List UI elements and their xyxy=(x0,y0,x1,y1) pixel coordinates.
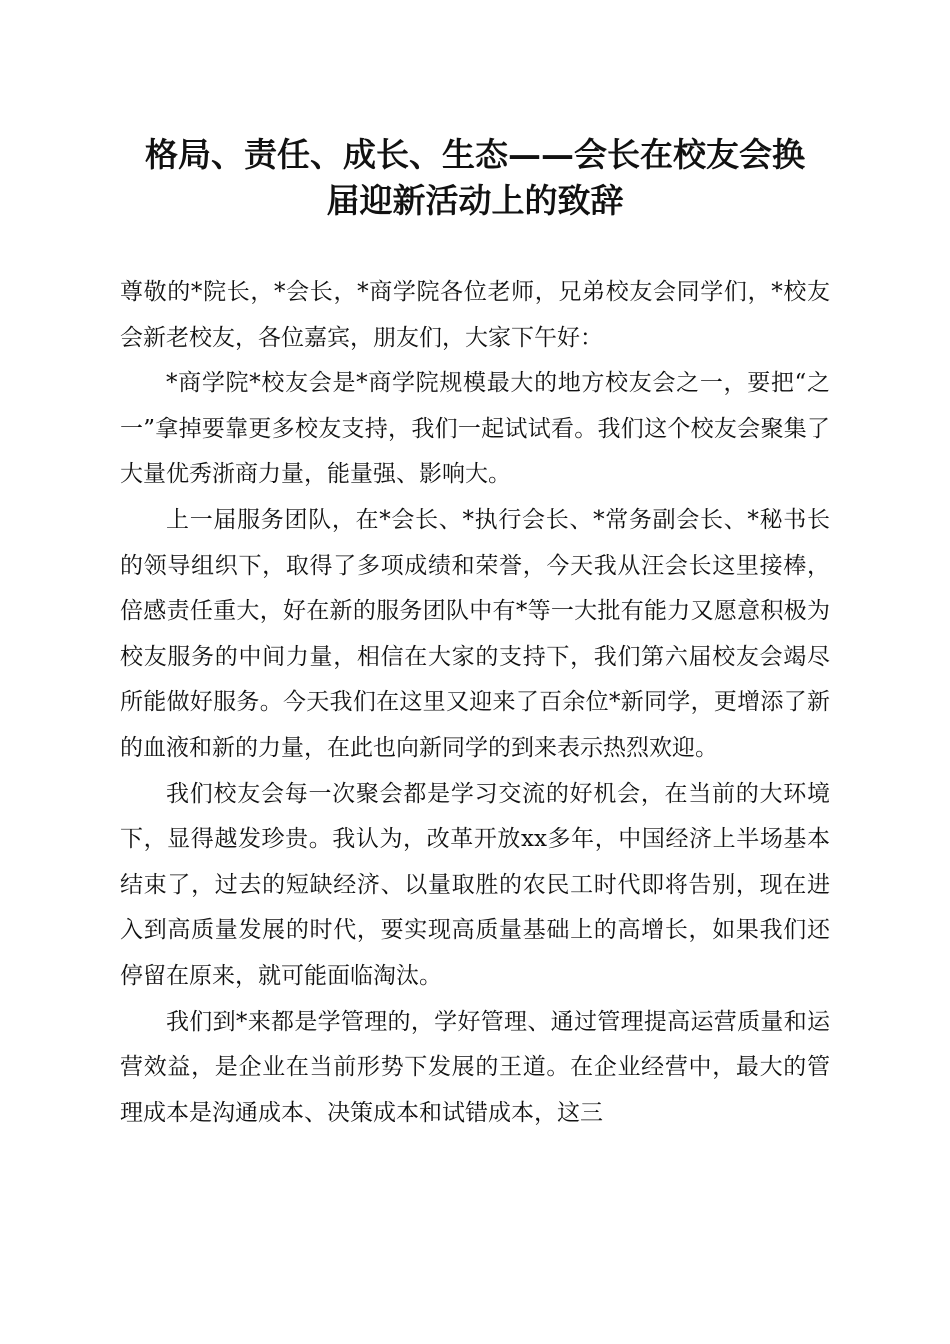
body-paragraph-1: *商学院*校友会是*商学院规模最大的地方校友会之一，要把“之一”拿掉要靠更多校友支持，我们一起试试看。我们这个校友会聚集了大量优秀浙商力量，能量强、影响大。 xyxy=(120,370,830,488)
body-paragraph-2: 上一届服务团队，在*会长、*执行会长、*常务副会长、*秘书长的领导组织下，取得了多项成绩和荣誉，今天我从汪会长这里接棒，倍感责任重大，好在新的服务团队中有*等一大批有能力又愿意积极为校友服务的中间力量，相信在大家的支持下，我们第六届校友会竭尽所能做好服务。今天我们在这里又迎来了百余位*新同学，更增添了新的血液和新的力量，在此也向新同学的到来表示热烈欢迎。 xyxy=(120,506,830,761)
title-line-1: 格局、责任、成长、生态——会长在校友会换 xyxy=(145,135,805,174)
title-line-2: 届迎新活动上的致辞 xyxy=(326,181,624,220)
document-body xyxy=(120,270,830,1136)
body-paragraph-3: 我们校友会每一次聚会都是学习交流的好机会，在当前的大环境下，显得越发珍贵。我认为，改革开放xx多年，中国经济上半场基本结束了，过去的短缺经济、以量取胜的农民工时代即将告别，现在进入到高质量发展的时代，要实现高质量基础上的高增长，如果我们还停留在原来，就可能面临淘汰。 xyxy=(120,780,830,989)
document-title xyxy=(120,132,830,224)
greeting-paragraph: 尊敬的*院长，*会长，*商学院各位老师，兄弟校友会同学们，*校友会新老校友，各位嘉宾，朋友们，大家下午好： xyxy=(120,279,830,351)
body-paragraph-4: 我们到*来都是学管理的，学好管理、通过管理提高运营质量和运营效益，是企业在当前形势下发展的王道。在企业经营中，最大的管理成本是沟通成本、决策成本和试错成本，这三 xyxy=(120,1008,830,1126)
